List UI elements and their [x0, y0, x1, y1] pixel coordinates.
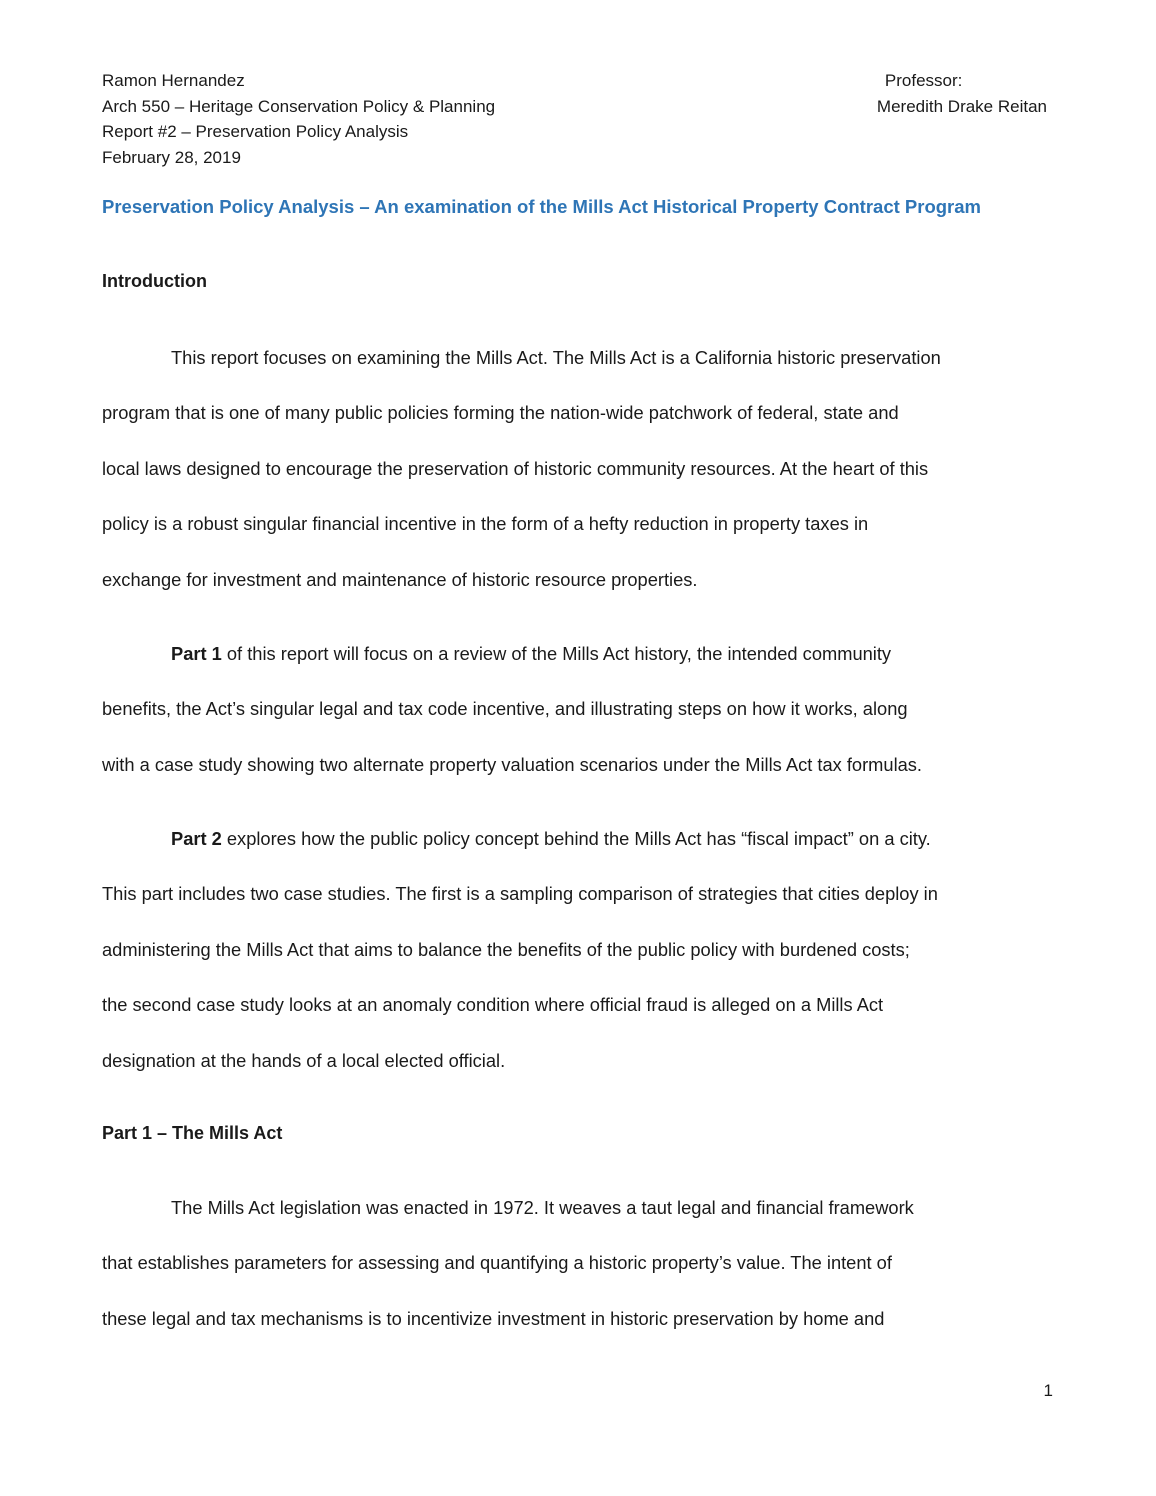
- paragraph-line-rest: of this report will focus on a review of the Mills Act history, the intended community: [221, 643, 892, 664]
- introduction-heading: Introduction: [102, 271, 207, 291]
- paragraph-line: these legal and tax mechanisms is to incentivize investment in historic preservation by home and: [102, 1307, 885, 1329]
- header-left-block: [102, 68, 495, 170]
- professor-label: Professor:: [884, 71, 963, 90]
- paragraph-line: This part includes two case studies. The first is a sampling comparison of strategies that cities deploy in: [102, 883, 938, 905]
- part1-overview-paragraph: [102, 626, 1054, 792]
- paragraph-line: with a case study showing two alternate property valuation scenarios under the Mills Act tax formulas.: [102, 753, 923, 775]
- paragraph-line: program that is one of many public policies forming the nation-wide patchwork of federal, state and: [102, 402, 899, 424]
- paragraph-line: exchange for investment and maintenance of historic resource properties.: [102, 568, 698, 590]
- paragraph-line: benefits, the Act’s singular legal and tax code incentive, and illustrating steps on how it works, along: [102, 698, 908, 720]
- course-name: Arch 550 – Heritage Conservation Policy & Planning: [102, 96, 496, 116]
- author-name: Ramon Hernandez: [102, 71, 245, 90]
- part2-overview-paragraph: [102, 811, 1054, 1088]
- paragraph-line: that establishes parameters for assessing and quantifying a historic property’s value. The intent of: [102, 1252, 892, 1274]
- report-date: February 28, 2019: [102, 147, 241, 167]
- paragraph-line: [102, 626, 1054, 681]
- paragraph-line: This report focuses on examining the Mills Act. The Mills Act is a California historic preservation: [171, 347, 941, 368]
- paragraph-line: The Mills Act legislation was enacted in 1972. It weaves a taut legal and financial framework: [171, 1197, 914, 1218]
- part2-lead: Part 2: [171, 828, 222, 849]
- part1-heading: Part 1 – The Mills Act: [102, 1123, 283, 1143]
- paragraph-line: administering the Mills Act that aims to balance the benefits of the public policy with burdened costs;: [102, 938, 910, 960]
- part1-body-paragraph: [102, 1180, 1054, 1346]
- professor-name: Meredith Drake Reitan: [876, 96, 1047, 116]
- paragraph-line: local laws designed to encourage the preservation of historic community resources. At the heart of this: [102, 457, 929, 479]
- document-title: Preservation Policy Analysis – An examination of the Mills Act Historical Property Contract Program: [102, 196, 981, 217]
- part1-lead: Part 1: [171, 643, 222, 664]
- paragraph-line: the second case study looks at an anomaly condition where official fraud is alleged on a Mills Act: [102, 994, 884, 1016]
- paragraph-line: designation at the hands of a local elected official.: [102, 1049, 506, 1071]
- report-name: Report #2 – Preservation Policy Analysis: [102, 122, 409, 141]
- paragraph-line: policy is a robust singular financial incentive in the form of a hefty reduction in property taxes in: [102, 513, 869, 535]
- paragraph-line-rest: explores how the public policy concept behind the Mills Act has “fiscal impact” on a city.: [221, 828, 931, 849]
- intro-paragraph: [102, 330, 1054, 607]
- page-number: 1: [1043, 1381, 1053, 1400]
- header-right-block: [877, 68, 1047, 119]
- paragraph-line: [102, 811, 1054, 866]
